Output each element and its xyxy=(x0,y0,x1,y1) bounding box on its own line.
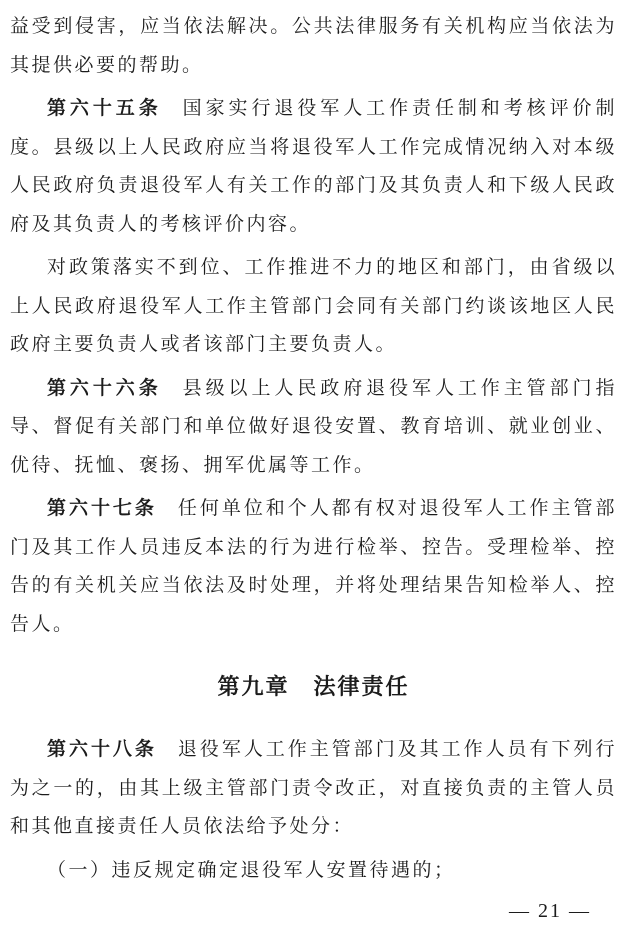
article-68-list-item-1 xyxy=(10,852,617,891)
article-67-number: 第六十七条 xyxy=(47,498,157,519)
article-68-number: 第六十八条 xyxy=(47,739,157,760)
paragraph-text: 任何单位和个人都有权对退役军人工作主管部门及其工作人员违反本法的行为进行检举、控告。受理检举、控告的有关机关应当依法及时处理，并将处理结果告知检举人、控告人。 xyxy=(10,498,617,635)
article-65-paragraph xyxy=(10,90,617,244)
paragraph-text: （一）违反规定确定退役军人安置待遇的； xyxy=(47,859,456,881)
paragraph-text: 国家实行退役军人工作责任制和考核评价制度。县级以上人民政府应当将退役军人工作完成情况纳入对本级人民政府负责退役军人有关工作的部门及其负责人和下级人民政府及其负责人的考核评价内容。 xyxy=(10,98,617,235)
policy-accountability-paragraph xyxy=(10,249,617,365)
paragraph-text: 退役军人工作主管部门及其工作人员有下列行为之一的，由其上级主管部门责令改正，对直接负责的主管人员和其他直接责任人员依法给予处分： xyxy=(10,739,617,837)
page-number: — 21 — xyxy=(509,900,591,922)
article-66-number: 第六十六条 xyxy=(47,377,162,399)
article-68-paragraph xyxy=(10,731,617,847)
chapter-9-heading: 第九章 法律责任 xyxy=(217,674,410,699)
article-67-paragraph xyxy=(10,490,617,644)
paragraph-continuation xyxy=(10,8,617,85)
article-65-number: 第六十五条 xyxy=(47,98,162,119)
paragraph-text: 益受到侵害，应当依法解决。公共法律服务有关机构应当依法为其提供必要的帮助。 xyxy=(10,16,617,76)
paragraph-text: 县级以上人民政府退役军人工作主管部门指导、督促有关部门和单位做好退役安置、教育培训、就业创业、优待、抚恤、褒扬、拥军优属等工作。 xyxy=(10,377,617,476)
paragraph-text: 对政策落实不到位、工作推进不力的地区和部门，由省级以上人民政府退役军人工作主管部门会同有关部门约谈该地区人民政府主要负责人或者该部门主要负责人。 xyxy=(10,257,617,355)
article-66-paragraph xyxy=(10,370,617,486)
